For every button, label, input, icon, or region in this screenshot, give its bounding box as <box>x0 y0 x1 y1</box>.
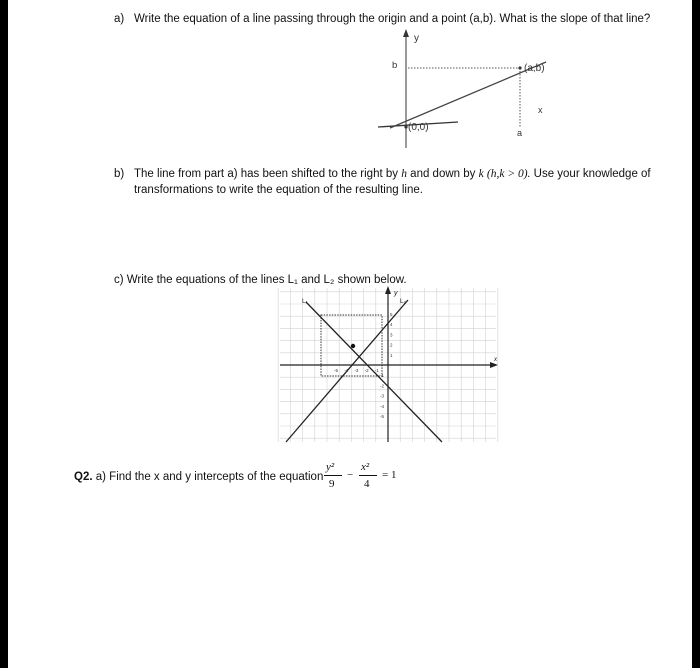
y-tick-label: 1 <box>390 352 393 358</box>
k-variable: k <box>478 168 484 180</box>
hk-condition: (h,k > 0). <box>486 168 531 180</box>
x-tick-label: -5 <box>334 368 339 373</box>
part-b-label: b) <box>114 168 125 180</box>
y-axis-label: y <box>394 290 398 297</box>
b-label: b <box>392 60 398 71</box>
part-a-question: Write the equation of a line passing through the origin and a point (a,b). What is the slope of that line? <box>134 13 651 25</box>
y-axis-label: y <box>414 33 419 44</box>
part-b-line1-start: The line from part a) has been shifted to the right by <box>134 168 399 180</box>
x-tick-label: -1 <box>374 368 379 373</box>
x-tick-label: -2 <box>364 368 369 373</box>
equals-one: = 1 <box>382 469 397 481</box>
y-tick-label: -2 <box>380 383 385 389</box>
part-b-line2: transformations to write the equation of the resulting line. <box>134 184 423 196</box>
y-tick-label: -5 <box>380 414 385 419</box>
y-tick-label: -4 <box>380 403 385 409</box>
y-axis-arrow <box>403 29 409 37</box>
part-b-line1-mid: and down by <box>410 168 476 180</box>
y-tick-label: 4 <box>390 322 393 328</box>
origin-label: (0,0) <box>408 122 429 133</box>
q2-label: Q2. <box>74 471 93 483</box>
intersection-point <box>351 344 355 348</box>
part-c-question: c) Write the equations of the lines L₁ and L₂ shown below. <box>114 274 407 286</box>
y-tick-label: -3 <box>380 393 385 399</box>
fraction-bar-2 <box>359 475 377 476</box>
y-tick-label: 2 <box>390 342 393 348</box>
y-tick-label: 3 <box>390 332 393 338</box>
ab-point <box>518 66 521 69</box>
a-label: a <box>517 128 523 138</box>
term1-numerator: y² <box>326 461 335 473</box>
x-axis-label: x <box>494 357 497 363</box>
part-a-graph <box>368 24 588 149</box>
x-tick-label: -4 <box>344 368 349 373</box>
fraction-bar-1 <box>324 475 342 476</box>
part-b-line1 <box>134 168 651 180</box>
x-axis-label: x <box>538 105 543 115</box>
minus-sign: − <box>347 469 354 481</box>
term1-denominator: 9 <box>329 478 335 490</box>
point-label: (a,b) <box>524 63 545 74</box>
worksheet-page <box>8 0 692 668</box>
part-a-label: a) <box>114 13 125 25</box>
origin-point <box>404 125 407 128</box>
part-c-graph <box>274 284 504 446</box>
x-tick-label: -3 <box>354 368 359 373</box>
line-through-origin <box>390 62 546 128</box>
y-axis-arrow <box>385 286 391 294</box>
term2-numerator: x² <box>361 461 370 473</box>
y-tick-label: 5 <box>390 312 393 317</box>
term2-denominator: 4 <box>364 478 370 490</box>
q2-question <box>74 471 323 483</box>
q2-equation <box>322 458 412 498</box>
l2-label: L₂ <box>400 298 407 305</box>
q2-text: a) Find the x and y intercepts of the equation <box>95 471 324 483</box>
part-b-line1-end: Use your knowledge of <box>533 168 651 180</box>
l1-label: L₁ <box>302 298 308 305</box>
h-variable: h <box>401 168 407 180</box>
y-tick-label: -1 <box>380 373 385 379</box>
